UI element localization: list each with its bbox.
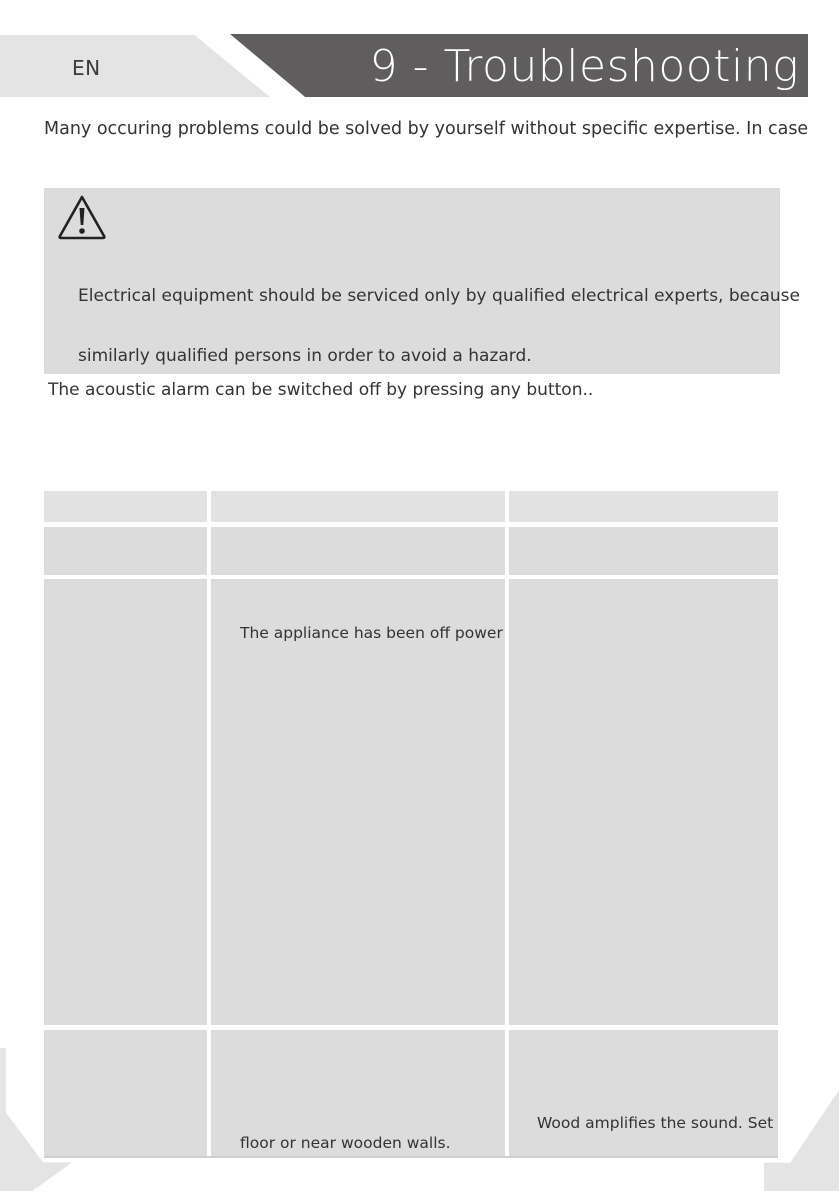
table-header-cause — [211, 491, 505, 522]
table-cell-problem — [44, 527, 207, 575]
table-cell-solution — [509, 1030, 778, 1156]
table-cell-solution — [509, 527, 778, 575]
table-header-problem — [44, 491, 207, 522]
page-title: 9 - Troubleshooting — [369, 41, 799, 92]
table-bottom-border — [44, 1156, 778, 1158]
warning-text-line-2: similarly qualified persons in order to avoid a hazard. — [78, 346, 532, 366]
warning-triangle-icon — [57, 194, 107, 240]
cause-text: The appliance has been off power — [240, 624, 503, 642]
solution-text: Wood amplifies the sound. Set — [537, 1114, 774, 1132]
warning-box — [44, 188, 800, 374]
table-cell-cause — [211, 527, 505, 575]
cause-text: floor or near wooden walls. — [240, 1134, 451, 1152]
language-tab — [0, 35, 270, 97]
table-cell-solution — [509, 579, 778, 1025]
language-label: EN — [72, 56, 101, 80]
table-cell-problem — [44, 579, 207, 1025]
alarm-note: The acoustic alarm can be switched off by pressing any button.. — [48, 380, 594, 400]
table-cell-problem — [44, 1030, 207, 1156]
warning-text-line-1: Electrical equipment should be serviced only by qualified electrical experts, because — [78, 286, 800, 306]
table-cell-cause — [211, 1030, 505, 1156]
table-header-solution — [509, 491, 778, 522]
table-cell-cause — [211, 579, 505, 1025]
intro-text: Many occuring problems could be solved by yourself without specific expertise. In case — [44, 119, 809, 139]
